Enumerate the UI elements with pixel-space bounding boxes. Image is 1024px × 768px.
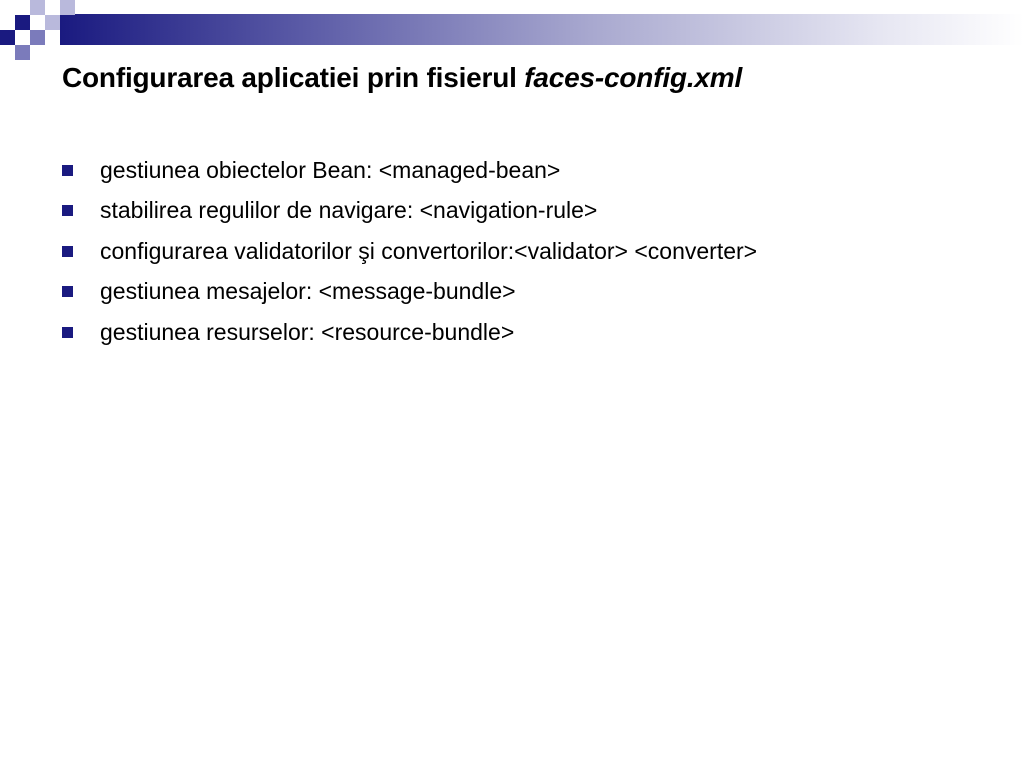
slide-title [62, 62, 742, 94]
bullet-item [62, 272, 757, 313]
bullet-text: stabilirea regulilor de navigare: <navigation-rule> [100, 197, 598, 224]
decoration-square [45, 15, 60, 30]
decoration-square [60, 0, 75, 15]
bullet-text: gestiunea mesajelor: <message-bundle> [100, 278, 516, 305]
square-bullet-icon [62, 246, 73, 257]
header-gradient-bar [60, 14, 1024, 45]
bullet-item [62, 150, 757, 191]
bullet-text: gestiunea obiectelor Bean: <managed-bean> [100, 156, 561, 183]
bullet-item [62, 191, 757, 232]
bullet-text: configurarea validatorilor şi convertorilor:<validator> <converter> [100, 237, 758, 264]
decoration-square [30, 0, 45, 15]
decoration-square [15, 15, 30, 30]
slide-title-filename: faces-config.xml [524, 62, 743, 93]
bullet-text: gestiunea resurselor: <resource-bundle> [100, 318, 515, 345]
slide-title-prefix: Configurarea aplicatiei prin fisierul [62, 62, 525, 93]
square-bullet-icon [62, 327, 73, 338]
bullet-list [62, 150, 757, 353]
decoration-square [30, 30, 45, 45]
bullet-item [62, 312, 757, 353]
square-bullet-icon [62, 165, 73, 176]
square-bullet-icon [62, 205, 73, 216]
bullet-item [62, 231, 757, 272]
decoration-square [15, 45, 30, 60]
square-bullet-icon [62, 286, 73, 297]
decoration-square [0, 30, 15, 45]
